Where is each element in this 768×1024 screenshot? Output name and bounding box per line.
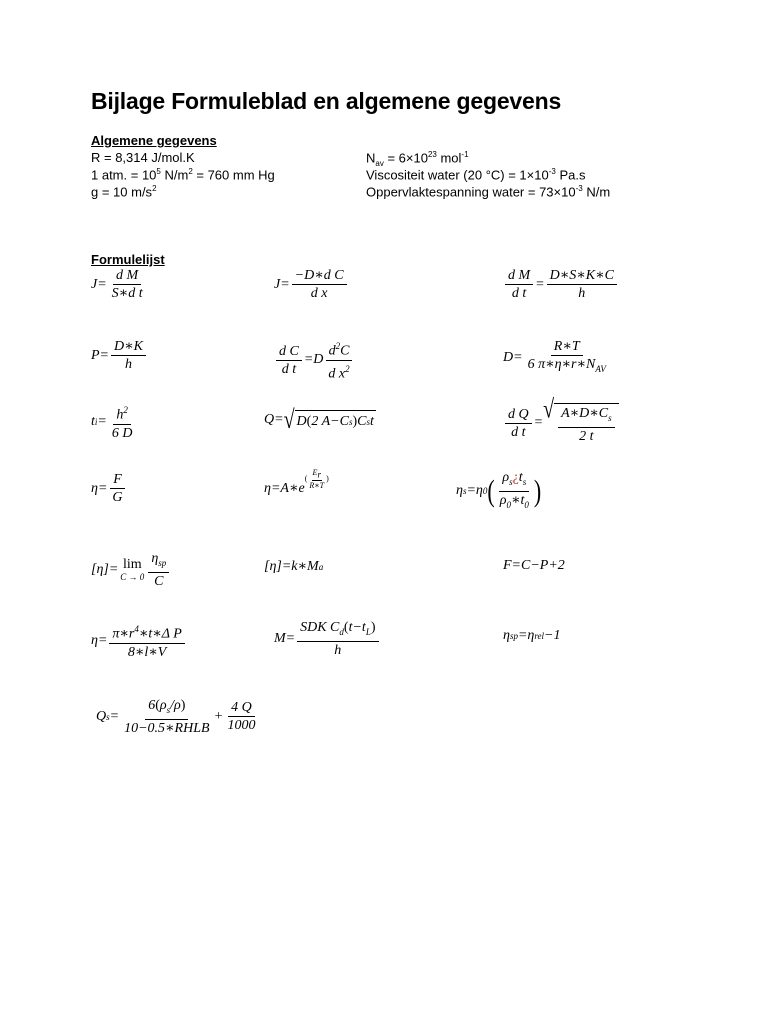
gravity: g = 10 $m/s^2$: [91, 184, 157, 200]
formula-ostwald-viscometer: η s =η 0 ( $\frac{\rho_s¿t_s}{\rho_0∗t_0}$ ): [456, 470, 542, 510]
formula-phase-rule: F=C−P+2: [503, 558, 565, 573]
formula-specific-viscosity: η sp =η rel −1: [503, 628, 561, 643]
formula-poiseuille: η= $\frac{\pi∗r^4∗t∗\Delta P}{8∗l∗V}$: [91, 622, 187, 660]
general-data-heading: Algemene gegevens: [91, 133, 217, 148]
formula-mark-houwink: [η]=k∗M a: [264, 559, 324, 574]
formula-qs: Q s = $\frac{6(\rho_s/\rho)}{\text{10−0.5∗RHLB}}$ + $\frac{4 Q}{1000}$: [96, 698, 256, 736]
formula-flux-mass: J= $\frac{\text{d M}}{\text{S∗d t}}$: [91, 268, 143, 301]
formula-mass-diffusion: M= $\frac{SDK C_d(t-t_L)}{h}$: [274, 620, 381, 658]
water-surface-tension: Oppervlaktespanning water = $73\times 10^{-3}$ N/m: [366, 184, 611, 200]
formula-arrhenius-viscosity: η=A∗e ( $\frac{E_r}{R∗T}$ ): [264, 468, 329, 497]
formula-list-heading: Formulelijst: [91, 252, 165, 267]
formula-viscosity: η= $\frac{F}{G}$: [91, 472, 128, 505]
formula-mass-rate: $\frac{\text{d M}}{\text{d t}}$ = $\frac{D∗S∗K∗C}{h}$: [503, 268, 619, 301]
gas-constant: R = 8,314 J/mol.K: [91, 150, 195, 165]
water-viscosity: Viscositeit water (20 $^\circ C) = 1\times 10^{-3}$ Pa.s: [366, 167, 586, 183]
formula-fick-first-law: J= $\frac{\text{−D∗d C}}{\text{d x}}$: [274, 268, 349, 301]
formula-fick-second-law: $\frac{\text{d C}}{\text{d t}}$ =D $\frac{d^2C}{d x^2}$: [274, 339, 355, 381]
formula-release-rate: $\frac{\text{d Q}}{\text{d t}}$ = √ $\frac{A∗D∗C_s}{2 t}$: [503, 403, 619, 444]
atm-conversion: 1 atm. = $10^5$ $N/m^2 = 760$ mm Hg: [91, 167, 275, 183]
formula-stokes-einstein: D= $\frac{R∗T}{6 \pi∗\eta∗r∗N_{AV}}$: [503, 339, 606, 374]
avogadro: $N_{av} = 6\times 10^{23}$ mol$^{-1}$: [366, 150, 469, 168]
formula-lag-time: t i = $\frac{h^2}{6 D}$: [91, 405, 133, 441]
page-title: Bijlage Formuleblad en algemene gegevens: [91, 88, 562, 114]
formula-intrinsic-viscosity-limit: [η]= lim C → 0 $\frac{\eta_{sp}}{C}$: [91, 551, 171, 589]
formula-permeability: P= $\frac{D∗K}{h}$: [91, 339, 148, 372]
formula-higuchi: Q= √ D ( 2 A−C s ) C s t: [264, 405, 374, 435]
